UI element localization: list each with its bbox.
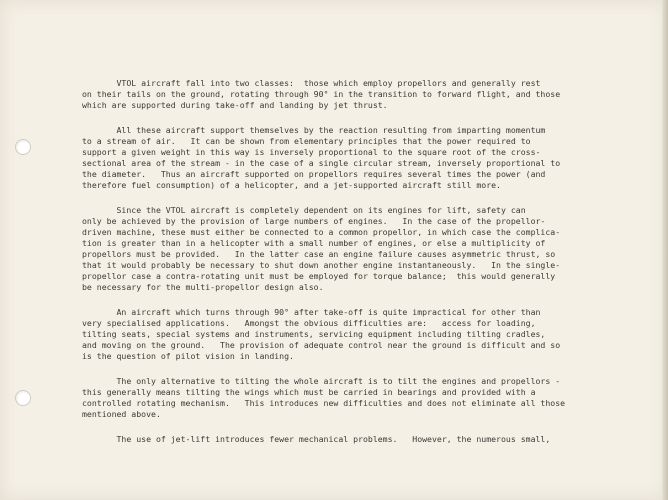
paragraph-momentum bbox=[82, 125, 622, 191]
text-line: to a stream of air. It can be shown from elementary principles that the power required to bbox=[82, 136, 531, 146]
text-line: tilting seats, special systems and instruments, servicing equipment including tilting cradles, bbox=[82, 329, 546, 339]
text-line: sectional area of the stream - in the case of a single circular stream, inversely proportional to bbox=[82, 158, 561, 168]
punch-hole-top bbox=[15, 139, 31, 155]
paragraph-tilting-engines bbox=[82, 376, 622, 420]
text-line: controlled rotating mechanism. This introduces new difficulties and does not eliminate all those bbox=[82, 398, 566, 408]
text-line: this generally means tilting the wings which must be carried in bearings and provided with a bbox=[82, 387, 536, 397]
text-line: tion is greater than in a helicopter with a small number of engines, or else a multiplicity of bbox=[82, 238, 546, 248]
text-line: and moving on the ground. The provision of adequate control near the ground is difficult and so bbox=[82, 340, 561, 350]
text-line: propellors must be provided. In the latter case an engine failure causes asymmetric thrust, so bbox=[82, 249, 556, 259]
paragraph-jet-lift bbox=[82, 434, 622, 445]
text-line: An aircraft which turns through 90° after take-off is quite impractical for other than bbox=[82, 307, 541, 317]
punch-hole-bottom bbox=[15, 390, 31, 406]
text-line: that it would probably be necessary to shut down another engine instantaneously. In the single- bbox=[82, 260, 561, 270]
text-line: be necessary for the multi-propellor design also. bbox=[82, 282, 324, 292]
typed-body-text bbox=[82, 78, 622, 459]
text-line: is the question of pilot vision in landing. bbox=[82, 351, 294, 361]
paragraph-tilting-aircraft bbox=[82, 307, 622, 362]
text-line: support a given weight in this way is inversely proportional to the square root of the cross- bbox=[82, 147, 541, 157]
text-line: All these aircraft support themselves by the reaction resulting from imparting momentum bbox=[82, 125, 546, 135]
text-line: The use of jet-lift introduces fewer mechanical problems. However, the numerous small, bbox=[82, 434, 551, 444]
paragraph-safety bbox=[82, 205, 622, 293]
text-line: therefore fuel consumption) of a helicopter, and a jet-supported aircraft still more. bbox=[82, 180, 501, 190]
text-line: the diameter. Thus an aircraft supported on propellors requires several times the power (and bbox=[82, 169, 546, 179]
paragraph-vtol-classes bbox=[82, 78, 622, 111]
text-line: Since the VTOL aircraft is completely dependent on its engines for lift, safety can bbox=[82, 205, 526, 215]
text-line: mentioned above. bbox=[82, 409, 161, 419]
text-line: propellor case a contra-rotating unit must be employed for torque balance; this would generally bbox=[82, 271, 556, 281]
page-edge-shadow bbox=[662, 0, 668, 500]
text-line: driven machine, these must either be connected to a common propellor, in which case the complica- bbox=[82, 227, 561, 237]
text-line: which are supported during take-off and landing by jet thrust. bbox=[82, 100, 388, 110]
text-line: very specialised applications. Amongst the obvious difficulties are: access for loading, bbox=[82, 318, 536, 328]
text-line: VTOL aircraft fall into two classes: those which employ propellors and generally rest bbox=[82, 78, 541, 88]
text-line: on their tails on the ground, rotating through 90° in the transition to forward flight, and those bbox=[82, 89, 561, 99]
text-line: only be achieved by the provision of large numbers of engines. In the case of the propellor- bbox=[82, 216, 546, 226]
text-line: The only alternative to tilting the whole aircraft is to tilt the engines and propellors - bbox=[82, 376, 561, 386]
